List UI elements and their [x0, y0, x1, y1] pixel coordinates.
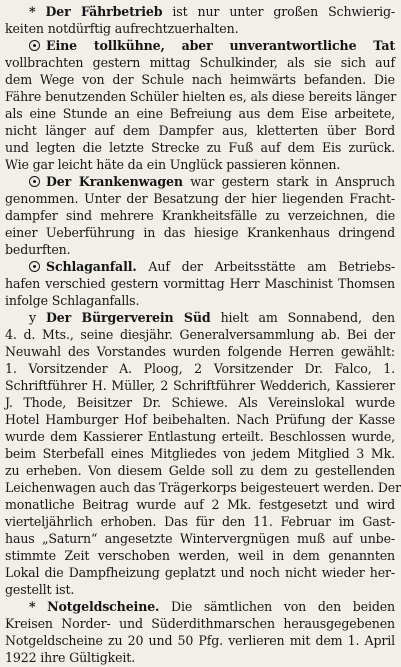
article-line: einer Ueberführung in das hiesige Krankenhaus dringend [5, 225, 395, 240]
circle-marker-icon [29, 40, 40, 51]
circle-marker-icon [29, 176, 40, 187]
article-line: gestellt ist. [5, 582, 75, 597]
article-line: J. Thode, Beisitzer Dr. Schiewe. Als Vereinslokal wurde [5, 395, 395, 410]
article-line: beim Sterbefall eines Mitgliedes von jedem Mitglied 3 Mk. [5, 446, 395, 461]
article-line: wurde dem Kassierer Entlastung erteilt. Beschlossen wurde, [5, 429, 395, 444]
article-line: Wie gar leicht häte da ein Unglück passieren können. [5, 157, 341, 172]
article-line: 1922 ihre Gültigkeit. [5, 650, 136, 665]
article-line: haus „Saturn“ angesetzte Wintervergnügen muß auf unbe- [5, 531, 395, 546]
section-marker: * [29, 4, 36, 19]
article-line: 4. d. Mts., seine diesjähr. Generalversammlung ab. Bei der [5, 327, 395, 342]
article-line: als eine Stunde an eine Befreiung aus dem Eise arbeitete, [5, 106, 395, 121]
article-line: Der Krankenwagen war gestern stark in Anspruch [5, 173, 395, 191]
article-line: zu erheben. Von diesem Gelde soll zu dem zu gestellenden [5, 463, 395, 478]
article-line: vollbrachten gestern mittag Schulkinder, als sie sich auf [5, 55, 395, 70]
article-line: genommen. Unter der Besatzung der hier liegenden Fracht- [5, 191, 395, 206]
article-line: vierteljährlich erhoben. Das für den 11. Februar im Gast- [5, 514, 395, 529]
article-line: und legten die letzte Strecke zu Fuß auf dem Eis zurück. [5, 140, 395, 155]
article-line: stimmte Zeit verschoben werden, weil in dem genannten [5, 548, 395, 563]
article-line: infolge Schlaganfalls. [5, 293, 140, 308]
article-headline: Schlaganfall. [46, 259, 137, 274]
section-marker: * [29, 599, 36, 614]
article-line: Hotel Hamburger Hof beibehalten. Nach Prüfung der Kasse [5, 412, 395, 427]
article-line: nicht länger auf dem Dampfer aus, kletterten über Bord [5, 123, 395, 138]
article-line: dampfer sind mehrere Krankheitsfälle zu verzeichnen, die [5, 208, 395, 223]
article-headline: Der Krankenwagen [46, 174, 183, 189]
article-line: * Der Fährbetrieb ist nur unter großen Schwierig- [29, 4, 395, 19]
article-line: keiten notdürftig aufrechtzuerhalten. [5, 21, 239, 36]
article-line: Notgeldscheine zu 20 und 50 Pfg. verlieren mit dem 1. April [5, 633, 395, 648]
section-marker: y [29, 310, 36, 325]
article-line: Leichenwagen auch das Trägerkorps beigesteuert werden. Der [5, 480, 401, 495]
article-headline: Eine tollkühne, aber unverantwortliche Tat [46, 38, 395, 53]
article-headline: Der Fährbetrieb [45, 4, 163, 19]
article-line: Lokal die Dampfheizung geplatzt und noch nicht wieder her- [5, 565, 395, 580]
article-line: hafen verschied gestern vormittag Herr Maschinist Thomsen [5, 276, 395, 291]
article-line: Schlaganfall. Auf der Arbeitsstätte am Betriebs- [5, 258, 395, 276]
circle-marker-icon [29, 261, 40, 272]
article-line: bedurften. [5, 242, 71, 257]
article-line: Fähre benutzenden Schüler hielten es, als diese bereits länger [5, 89, 397, 104]
article-headline: Notgeldscheine. [47, 599, 160, 614]
article-line: y Der Bürgerverein Süd hielt am Sonnabend, den [29, 310, 396, 325]
article-line: Schriftführer H. Müller, 2 Schriftführer Wedderich, Kassierer [5, 378, 395, 393]
article-headline: Der Bürgerverein Süd [46, 310, 211, 325]
article-line [5, 37, 395, 55]
article-line: 1. Vorsitzender A. Ploog, 2 Vorsitzender Dr. Falco, 1. [5, 361, 395, 376]
article-line: Neuwahl des Vorstandes wurden folgende Herren gewählt: [5, 344, 395, 359]
article-line: * Notgeldscheine. Die sämtlichen von den beiden [29, 599, 395, 614]
article-line: monatliche Beitrag wurde auf 2 Mk. festgesetzt und wird [5, 497, 395, 512]
article-line: dem Wege von der Schule nach heimwärts befanden. Die [5, 72, 395, 87]
article-line: Kreisen Norder- und Süderdithmarschen herausgegebenen [5, 616, 395, 631]
